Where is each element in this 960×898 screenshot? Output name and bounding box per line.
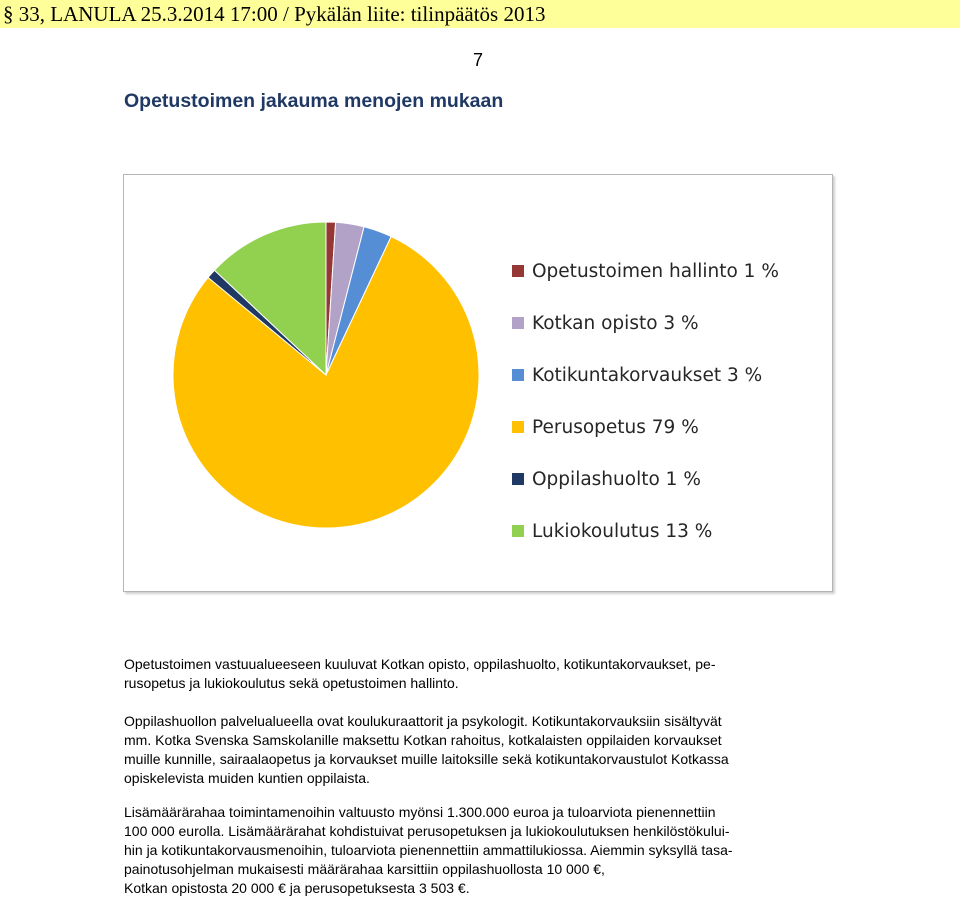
legend-item-3 bbox=[512, 401, 779, 453]
legend-swatch bbox=[512, 421, 524, 433]
paragraph-line: Oppilashuollon palvelualueella ovat koulukuraattorit ja psykologit. Kotikuntakorvauksiin sisältyvät bbox=[124, 713, 722, 729]
legend-label: Opetustoimen hallinto 1 % bbox=[532, 260, 779, 282]
legend-label: Lukiokoulutus 13 % bbox=[532, 520, 713, 542]
paragraph-2 bbox=[124, 803, 844, 898]
document-header-bar bbox=[0, 0, 960, 28]
paragraph-line: Kotkan opistosta 20 000 € ja perusopetuksesta 3 503 €. bbox=[124, 880, 470, 896]
legend-item-2 bbox=[512, 349, 779, 401]
paragraph-0 bbox=[124, 655, 844, 693]
legend-swatch bbox=[512, 525, 524, 537]
paragraph-line: muille kunnille, sairaalaopetus ja korvaukset muille laitoksille sekä kotikuntakorvaustulot Kotkassa bbox=[124, 751, 729, 767]
paragraph-line: hin ja kotikuntakorvausmenoihin, tuloarviota pienennettiin ammattilukiossa. Aiemmin syksyllä tasa- bbox=[124, 842, 733, 858]
paragraph-line: mm. Kotka Svenska Samskolanille maksettu Kotkan rahoitus, kotkalaisten oppilaiden korvaukset bbox=[124, 732, 722, 748]
legend-swatch bbox=[512, 473, 524, 485]
header-text: § 33, LANULA 25.3.2014 17:00 / Pykälän liite: tilinpäätös 2013 bbox=[3, 2, 546, 26]
paragraph-line: opiskelevista muiden kuntien oppilaista. bbox=[124, 770, 370, 786]
legend-item-1 bbox=[512, 297, 779, 349]
page-number: 7 bbox=[473, 50, 484, 70]
legend-item-5 bbox=[512, 505, 779, 557]
paragraph-line: 100 000 eurolla. Lisämäärärahat kohdistuivat perusopetuksen ja lukiokoulutuksen henkilöstökului- bbox=[124, 823, 730, 839]
paragraph-line: painotusohjelman mukaisesti määrärahaa karsittiin oppilashuollosta 10 000 €, bbox=[124, 861, 605, 877]
legend-swatch bbox=[512, 265, 524, 277]
legend-swatch bbox=[512, 369, 524, 381]
section-heading: Opetustoimen jakauma menojen mukaan bbox=[124, 90, 504, 112]
chart-legend bbox=[512, 245, 779, 557]
legend-label: Perusopetus 79 % bbox=[532, 416, 699, 438]
legend-label: Oppilashuolto 1 % bbox=[532, 468, 701, 490]
legend-swatch bbox=[512, 317, 524, 329]
legend-item-4 bbox=[512, 453, 779, 505]
paragraph-line: rusopetus ja lukiokoulutus sekä opetustoimen hallinto. bbox=[124, 675, 459, 691]
paragraph-1 bbox=[124, 712, 844, 788]
legend-label: Kotkan opisto 3 % bbox=[532, 312, 699, 334]
legend-label: Kotikuntakorvaukset 3 % bbox=[532, 364, 763, 386]
pie-chart bbox=[123, 174, 833, 592]
legend-item-0 bbox=[512, 245, 779, 297]
paragraph-line: Lisämäärärahaa toimintamenoihin valtuusto myönsi 1.300.000 euroa ja tuloarviota pienennettiin bbox=[124, 804, 716, 820]
paragraph-line: Opetustoimen vastuualueeseen kuuluvat Kotkan opisto, oppilashuolto, kotikuntakorvaukset, pe- bbox=[124, 656, 716, 672]
